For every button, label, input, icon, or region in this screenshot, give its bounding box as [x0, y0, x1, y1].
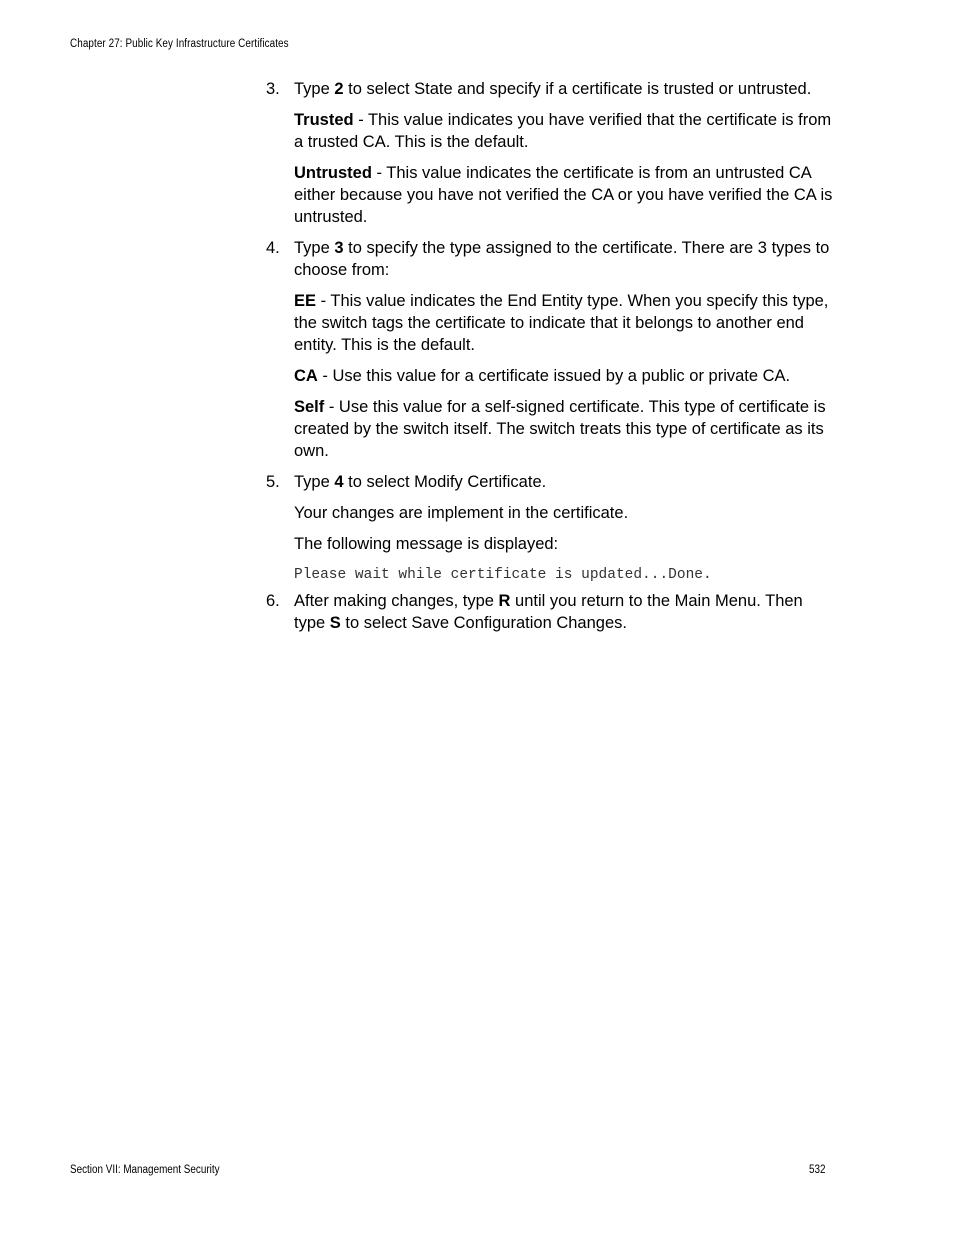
step-number: 3.: [266, 80, 280, 98]
step-text: Type 3 to specify the type assigned to the certificate. There are 3 types to choose from:: [294, 239, 830, 279]
option-untrusted: Untrusted - This value indicates the certificate is from an untrusted CA either because you have not verified the CA or you have verified the CA is untrusted.: [294, 164, 833, 226]
option-trusted: Trusted - This value indicates you have verified that the certificate is from a trusted CA. This is the default.: [294, 111, 832, 151]
step-5: [266, 471, 836, 493]
option-ca: CA - Use this value for a certificate issued by a public or private CA.: [294, 367, 791, 385]
option-ee: EE - This value indicates the End Entity type. When you specify this type, the switch tags the certificate to indicate that it belongs to another end entity. This is the default.: [294, 292, 829, 354]
option-self: Self - Use this value for a self-signed certificate. This type of certificate is created by the switch itself. The switch treats this type of certificate as its own.: [294, 398, 826, 460]
page-number: 532: [809, 1164, 826, 1176]
note-changes: Your changes are implement in the certificate.: [294, 504, 629, 522]
step-4: [266, 237, 836, 281]
note-message: The following message is displayed:: [294, 535, 559, 553]
step-number: 4.: [266, 239, 280, 257]
step-number: 6.: [266, 592, 280, 610]
step-number: 5.: [266, 473, 280, 491]
running-header: Chapter 27: Public Key Infrastructure Certificates: [70, 38, 289, 50]
step-3: [266, 78, 836, 100]
step-text: After making changes, type R until you return to the Main Menu. Then type S to select Save Configuration Changes.: [294, 592, 803, 632]
running-footer-section: Section VII: Management Security: [70, 1164, 220, 1176]
step-6: [266, 590, 836, 634]
step-text: Type 4 to select Modify Certificate.: [294, 473, 547, 491]
step-text: Type 2 to select State and specify if a certificate is trusted or untrusted.: [294, 80, 812, 98]
console-message: Please wait while certificate is updated...Done.: [294, 567, 712, 583]
procedure-steps: [266, 78, 836, 643]
